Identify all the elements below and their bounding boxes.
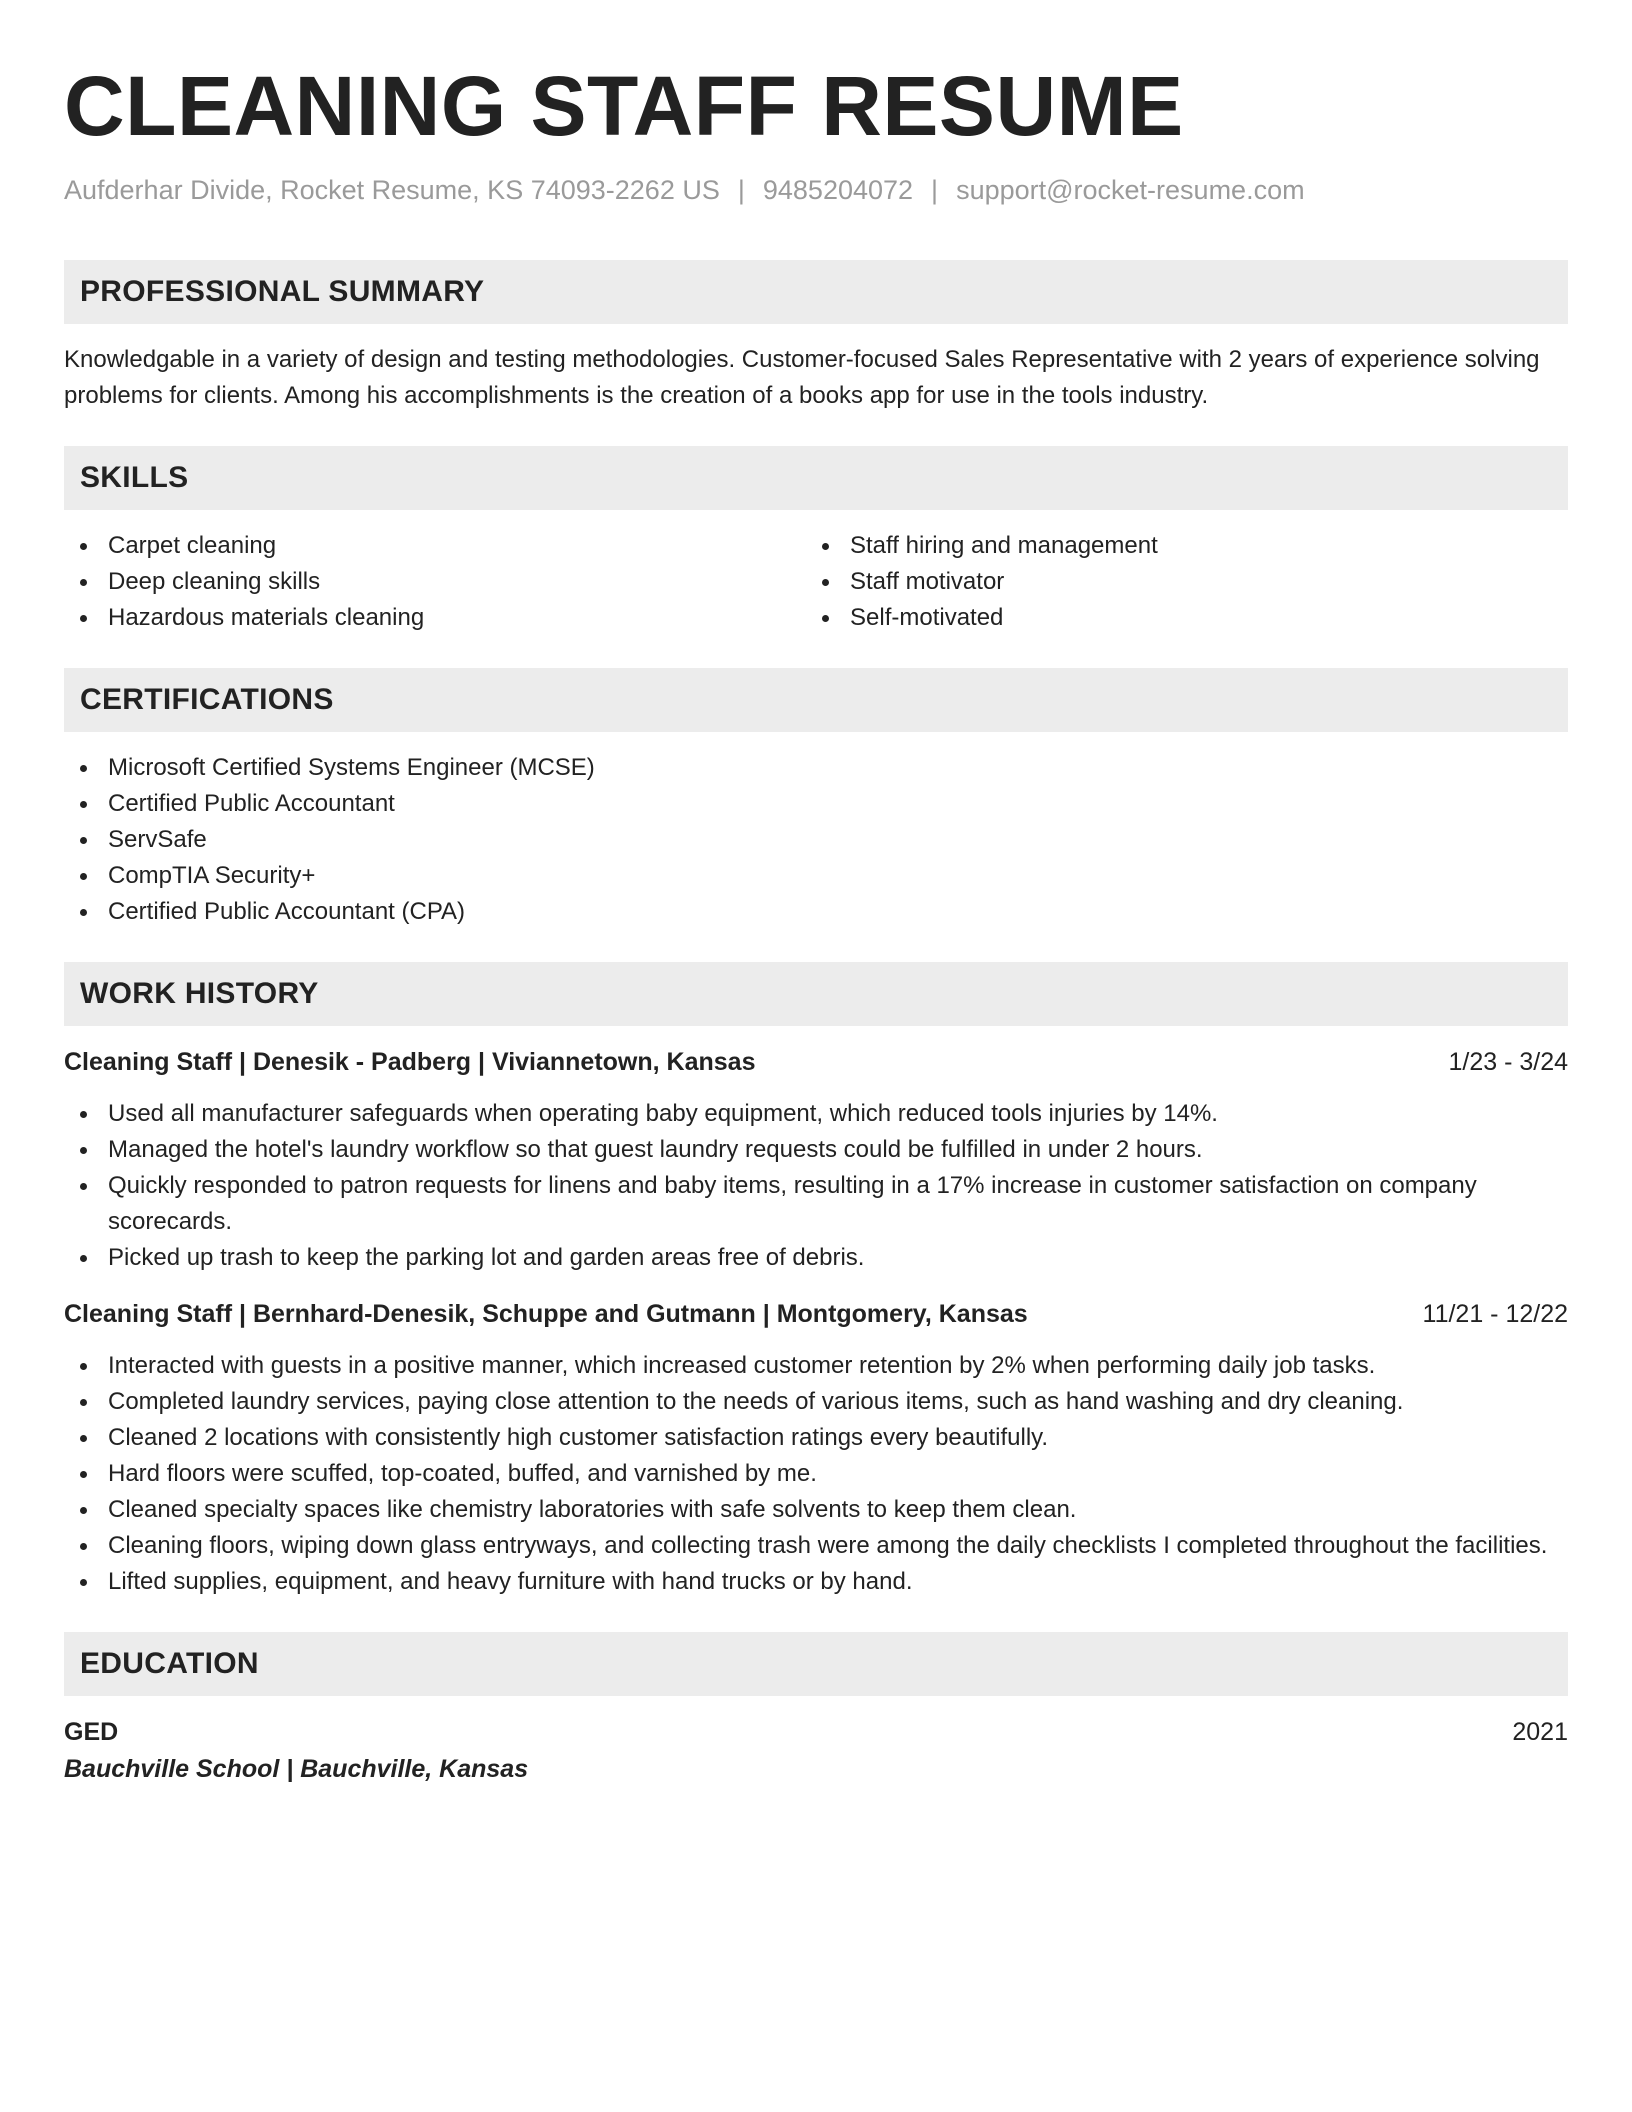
contact-phone: 9485204072 bbox=[762, 175, 914, 205]
contact-separator: | bbox=[737, 175, 745, 205]
skill-item: Staff motivator bbox=[806, 564, 1548, 600]
job-bullet: Hard floors were scuffed, top-coated, buffed, and varnished by me. bbox=[64, 1456, 1568, 1492]
skills-column-right bbox=[806, 510, 1548, 636]
job-bullets bbox=[64, 1348, 1568, 1600]
skill-item: Carpet cleaning bbox=[64, 528, 806, 564]
skills-list-right bbox=[806, 528, 1548, 636]
summary-section bbox=[64, 260, 1568, 414]
job-bullets bbox=[64, 1096, 1568, 1276]
job-bullet: Completed laundry services, paying close attention to the needs of various items, such as hand washing and dry cleaning. bbox=[64, 1384, 1568, 1420]
certification-item: Microsoft Certified Systems Engineer (MCSE) bbox=[64, 750, 1568, 786]
job-title: Cleaning Staff | Bernhard-Denesik, Schuppe and Gutmann | Montgomery, Kansas bbox=[64, 1300, 1028, 1328]
education-heading: EDUCATION bbox=[64, 1632, 1568, 1696]
job-bullet: Quickly responded to patron requests for linens and baby items, resulting in a 17% increase in customer satisfaction on company scorecards. bbox=[64, 1168, 1568, 1240]
education-degree: GED bbox=[64, 1718, 119, 1746]
skills-grid bbox=[64, 510, 1568, 636]
education-school: Bauchville School | Bauchville, Kansas bbox=[64, 1755, 529, 1783]
job-bullet: Interacted with guests in a positive manner, which increased customer retention by 2% when performing daily job tasks. bbox=[64, 1348, 1568, 1384]
job-dates: 11/21 - 12/22 bbox=[1422, 1300, 1568, 1328]
summary-text: Knowledgable in a variety of design and testing methodologies. Customer-focused Sales Representative with 2 years of experience solving problems for clients. Among his accomplishments is the creation of a books app for use in the tools industry. bbox=[64, 346, 1540, 409]
skill-item: Hazardous materials cleaning bbox=[64, 600, 806, 636]
education-section bbox=[64, 1632, 1568, 1788]
job-bullet: Used all manufacturer safeguards when operating baby equipment, which reduced tools injuries by 14%. bbox=[64, 1096, 1568, 1132]
summary-heading: PROFESSIONAL SUMMARY bbox=[64, 260, 1568, 324]
job-bullet: Cleaned specialty spaces like chemistry laboratories with safe solvents to keep them clean. bbox=[64, 1492, 1568, 1528]
certification-item: Certified Public Accountant (CPA) bbox=[64, 894, 1568, 930]
skill-item: Deep cleaning skills bbox=[64, 564, 806, 600]
contact-line bbox=[64, 172, 1568, 208]
job-header bbox=[64, 1044, 1568, 1080]
skills-list-left bbox=[64, 528, 806, 636]
job-entry bbox=[64, 1044, 1568, 1276]
job-bullet: Cleaning floors, wiping down glass entryways, and collecting trash were among the daily checklists I completed throughout the facilities. bbox=[64, 1528, 1568, 1564]
education-header bbox=[64, 1714, 1568, 1750]
skills-section bbox=[64, 446, 1568, 636]
certification-item: CompTIA Security+ bbox=[64, 858, 1568, 894]
job-entry bbox=[64, 1296, 1568, 1600]
resume-title: CLEANING STAFF RESUME bbox=[64, 59, 1184, 153]
contact-separator: | bbox=[931, 175, 939, 205]
job-bullet: Lifted supplies, equipment, and heavy furniture with hand trucks or by hand. bbox=[64, 1564, 1568, 1600]
job-bullet: Cleaned 2 locations with consistently high customer satisfaction ratings every beautifully. bbox=[64, 1420, 1568, 1456]
contact-address: Aufderhar Divide, Rocket Resume, KS 74093-2262 US bbox=[64, 175, 720, 205]
job-dates: 1/23 - 3/24 bbox=[1448, 1048, 1568, 1076]
skills-column-left bbox=[64, 510, 806, 636]
work-history-section bbox=[64, 962, 1568, 1600]
education-year: 2021 bbox=[1512, 1718, 1568, 1746]
job-bullet: Managed the hotel's laundry workflow so that guest laundry requests could be fulfilled in under 2 hours. bbox=[64, 1132, 1568, 1168]
job-title: Cleaning Staff | Denesik - Padberg | Viviannetown, Kansas bbox=[64, 1048, 756, 1076]
skills-heading: SKILLS bbox=[64, 446, 1568, 510]
skill-item: Staff hiring and management bbox=[806, 528, 1548, 564]
certification-item: Certified Public Accountant bbox=[64, 786, 1568, 822]
certifications-section bbox=[64, 668, 1568, 930]
skill-item: Self-motivated bbox=[806, 600, 1548, 636]
certifications-heading: CERTIFICATIONS bbox=[64, 668, 1568, 732]
certifications-list bbox=[64, 750, 1568, 930]
certification-item: ServSafe bbox=[64, 822, 1568, 858]
job-header bbox=[64, 1296, 1568, 1332]
job-bullet: Picked up trash to keep the parking lot and garden areas free of debris. bbox=[64, 1240, 1568, 1276]
contact-email: support@rocket-resume.com bbox=[956, 175, 1305, 205]
work-history-heading: WORK HISTORY bbox=[64, 962, 1568, 1026]
